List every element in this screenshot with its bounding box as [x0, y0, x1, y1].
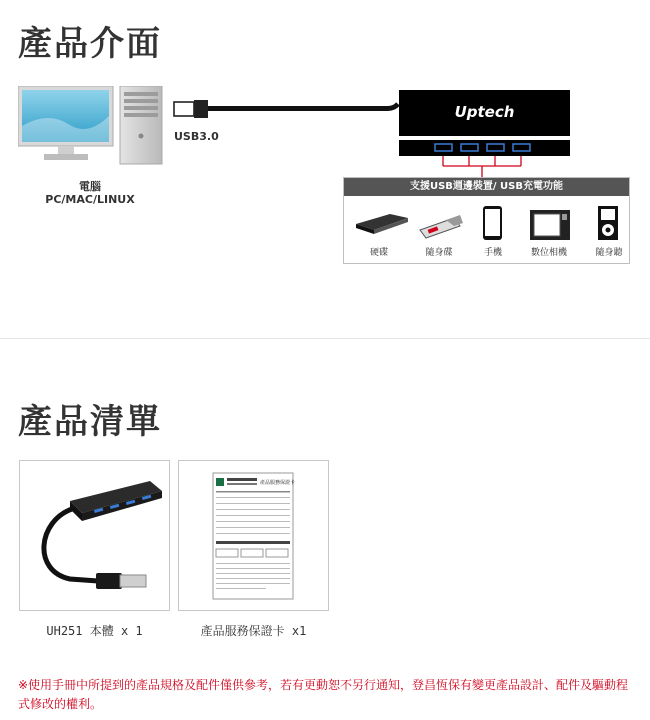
usb-plug-icon	[174, 100, 208, 118]
port-connector-lines	[443, 156, 521, 178]
device-label-flash: 隨身碟	[425, 248, 453, 258]
support-panel-title: 支援USB週邊裝置/ USB充電功能	[344, 178, 629, 196]
section-divider	[0, 338, 650, 339]
package-image-hub	[19, 460, 170, 611]
device-label-player: 隨身聽	[595, 248, 623, 258]
package-caption-hub: UH251 本體 x 1	[46, 624, 143, 638]
section-title-interface: 產品介面	[18, 24, 162, 64]
device-label-camera: 數位相機	[530, 248, 567, 258]
package-image-card	[178, 460, 329, 611]
device-label-phone: 手機	[483, 248, 502, 258]
section-title-package: 產品清單	[18, 402, 162, 442]
usb-hub-top	[399, 90, 570, 136]
device-icons-row	[350, 204, 628, 244]
usb-hub-product-photo	[20, 461, 169, 610]
warranty-card-photo	[179, 461, 328, 610]
usb-cable-illustration	[172, 96, 402, 132]
desktop-tower-icon	[120, 86, 162, 164]
disclaimer-note: ※使用手冊中所提到的產品規格及配件僅供參考，若有更動恕不另行通知，登昌恆保有變更產品設計、配件及驅動程式修改的權利。	[18, 678, 629, 711]
music-player-icon	[598, 206, 618, 240]
computer-label-2: PC/MAC/LINUX	[45, 193, 135, 206]
digital-camera-icon	[530, 210, 570, 240]
warranty-card-title: 產品服務保證卡	[260, 480, 296, 486]
hub-brand-logo: Uptech	[454, 103, 515, 121]
hard-drive-icon	[356, 214, 408, 234]
package-caption-card: 產品服務保證卡 x1	[200, 624, 307, 638]
mobile-phone-icon	[483, 206, 502, 240]
monitor-icon	[18, 86, 113, 160]
computer-illustration	[18, 86, 168, 168]
cable-label: USB3.0	[174, 130, 219, 143]
usb-flash-drive-icon	[420, 215, 463, 238]
usb-hub-front	[399, 140, 570, 178]
device-label-hdd: 硬碟	[369, 248, 388, 258]
computer-label-1: 電腦	[79, 180, 101, 193]
